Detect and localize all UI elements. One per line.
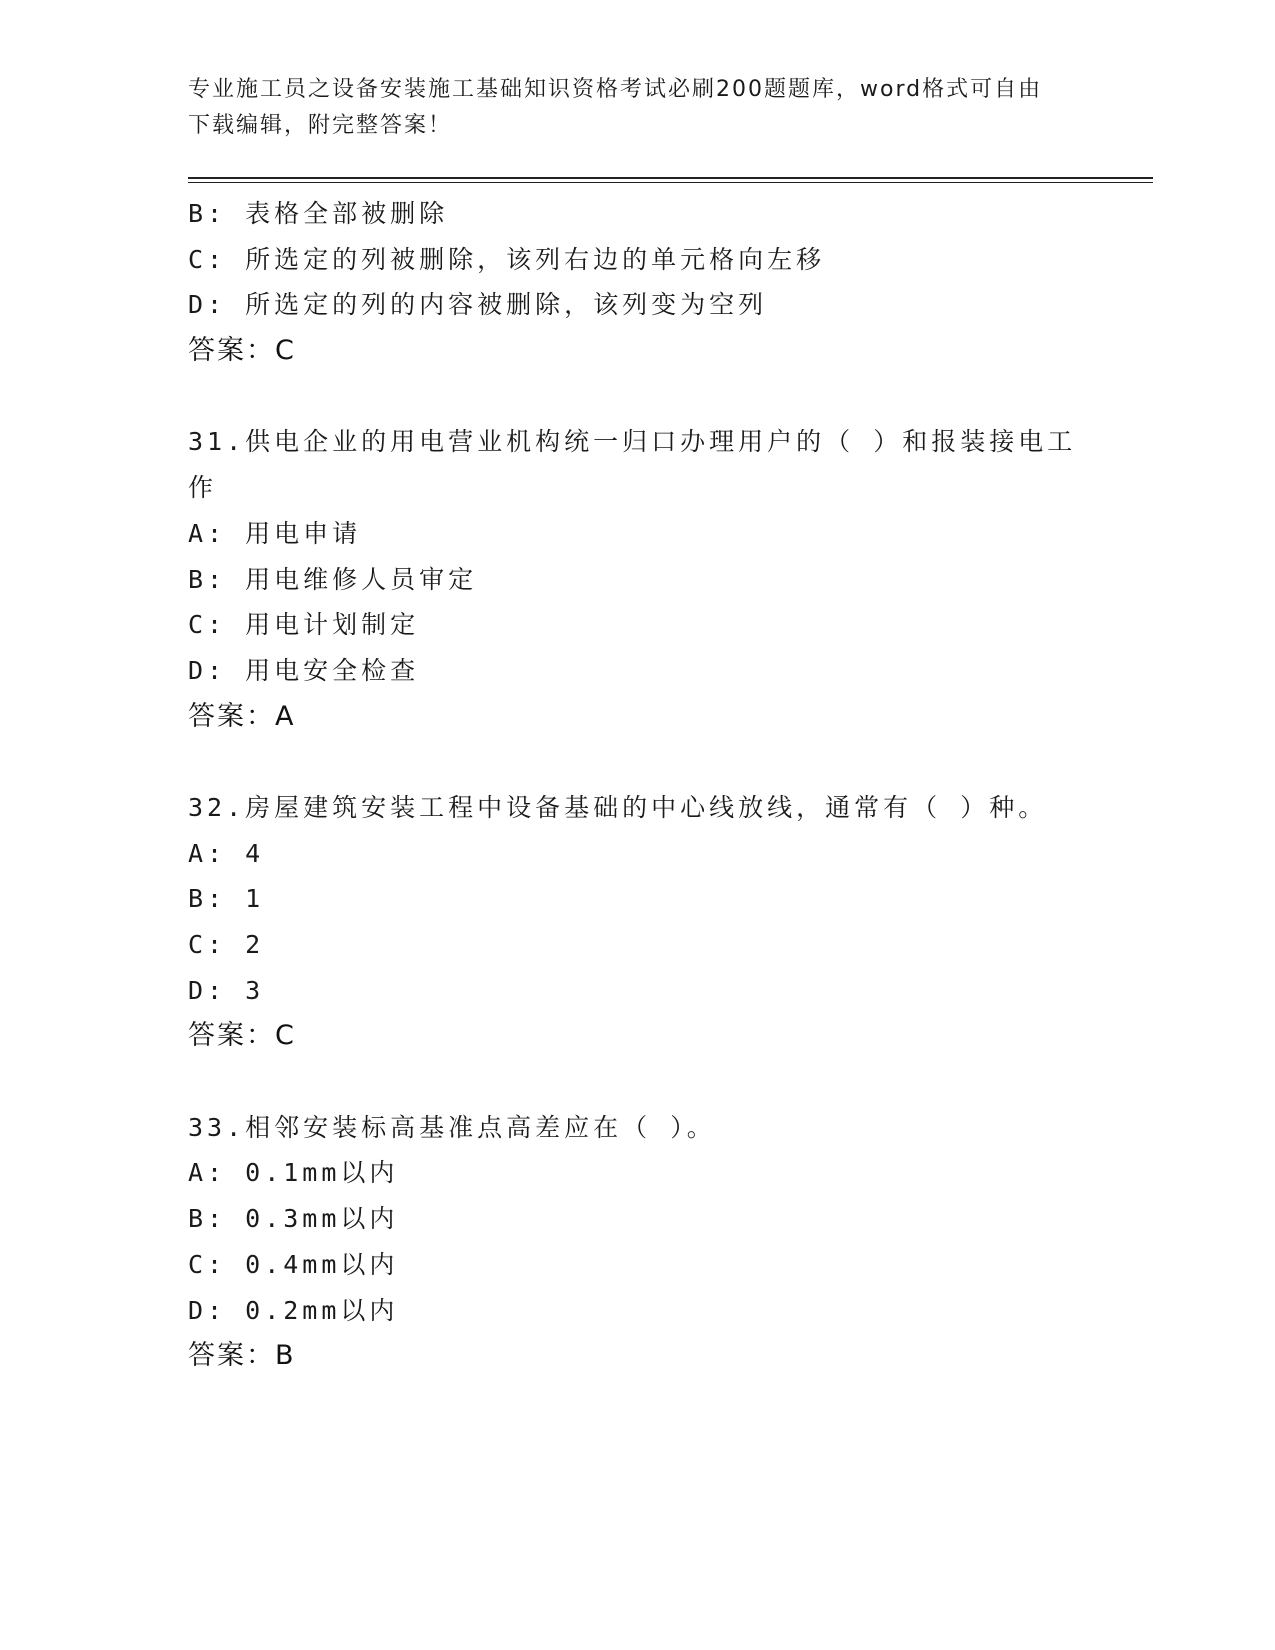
- question-33: [188, 1105, 1068, 1379]
- option-c: C: 2: [188, 930, 265, 959]
- question-stem-continued: 作: [188, 473, 218, 503]
- spacer: [188, 739, 1068, 785]
- question-stem: 31.供电企业的用电营业机构统一归口办理用户的（ ）和报装接电工: [188, 427, 1077, 457]
- option-d: D: 0.2mm以内: [188, 1295, 399, 1325]
- answer-line: 答案：A: [188, 700, 296, 732]
- option-d: D: 3: [188, 975, 265, 1005]
- option-a: A: 4: [188, 838, 265, 868]
- header-divider-thick: [188, 177, 1153, 179]
- option-b: B: 表格全部被删除: [188, 199, 449, 228]
- spacer: [188, 374, 1068, 420]
- option-b: B: 0.3mm以内: [188, 1204, 399, 1234]
- option-b: B: 1: [188, 884, 265, 914]
- answer-line: 答案：C: [188, 335, 296, 367]
- option-c: C: 所选定的列被删除，该列右边的单元格向左移: [188, 244, 826, 274]
- option-c: C: 0.4mm以内: [188, 1249, 399, 1279]
- option-d: D: 用电安全检查: [188, 655, 420, 685]
- answer-line: 答案：C: [188, 1020, 296, 1052]
- header-line-1: 专业施工员之设备安装施工基础知识资格考试必刷200题题库，word格式可自由: [188, 77, 1043, 102]
- header-line-2: 下载编辑，附完整答案！: [188, 113, 453, 138]
- continued-question: [188, 191, 1068, 374]
- option-d: D: 所选定的列的内容被删除，该列变为空列: [188, 290, 768, 320]
- question-stem: 32.房屋建筑安装工程中设备基础的中心线放线，通常有（ ）种。: [188, 792, 1048, 822]
- question-stem: 33.相邻安装标高基准点高差应在（ ）。: [188, 1112, 716, 1142]
- spacer: [188, 1059, 1068, 1105]
- option-b: B: 用电维修人员审定: [188, 564, 478, 594]
- option-a: A: 0.1mm以内: [188, 1158, 399, 1188]
- document-header: [188, 72, 1068, 144]
- question-32: [188, 785, 1068, 1059]
- question-31: [188, 419, 1077, 739]
- question-list: [188, 191, 1077, 1379]
- answer-line: 答案：B: [188, 1340, 296, 1372]
- option-a: A: 用电申请: [188, 518, 362, 548]
- header-divider-thin: [188, 182, 1153, 183]
- option-c: C: 用电计划制定: [188, 610, 420, 640]
